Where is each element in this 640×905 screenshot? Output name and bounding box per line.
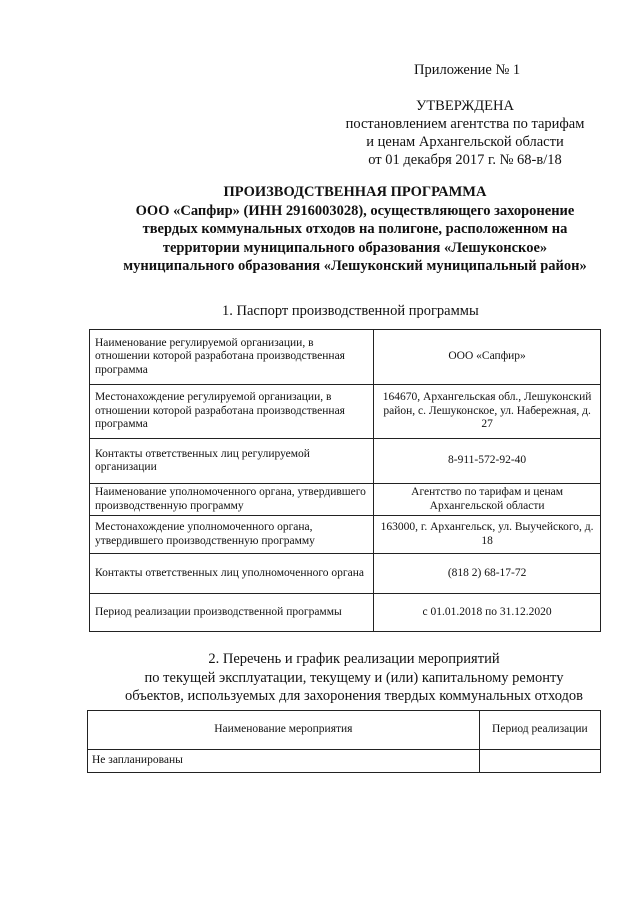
activities-table: [87, 710, 601, 773]
document-title: [90, 183, 620, 276]
section2-heading: [84, 650, 624, 706]
table-cell-label: Контакты ответственных лиц регулируемой организации: [90, 439, 374, 484]
table-cell: [479, 750, 600, 773]
table-cell-label: Местонахождение уполномоченного органа, утвердившего производственную программу: [90, 516, 374, 554]
table-row: [90, 516, 601, 554]
table-cell-value: Агентство по тарифам и ценам Архангельской области: [374, 484, 601, 516]
table-row: [90, 484, 601, 516]
section1-heading: 1. Паспорт производственной программы: [222, 303, 479, 319]
heading-line: 2. Перечень и график реализации мероприятий: [208, 651, 500, 667]
table-row: [90, 330, 601, 385]
table-cell-value: ООО «Сапфир»: [374, 330, 601, 385]
title-line: ООО «Сапфир» (ИНН 2916003028), осуществляющего захоронение: [135, 202, 575, 219]
heading-line: объектов, используемых для захоронения твердых коммунальных отходов: [124, 688, 584, 704]
approval-line: и ценам Архангельской области: [366, 134, 564, 150]
title-line: твердых коммунальных отходов на полигоне, расположенном на: [142, 221, 568, 237]
appendix-label: Приложение № 1: [414, 62, 521, 78]
heading-line: по текущей эксплуатации, текущему и (или) капитальному ремонту: [144, 669, 564, 686]
table-row: [90, 594, 601, 632]
passport-table: [89, 329, 601, 632]
approval-block: [330, 97, 600, 169]
table-cell-value: (818 2) 68-17-72: [374, 554, 601, 594]
table-header-row: [88, 711, 601, 750]
table-cell-label: Период реализации производственной программы: [90, 594, 374, 632]
table-cell-value: 8-911-572-92-40: [374, 439, 601, 484]
table-cell-label: Наименование регулируемой организации, в отношении которой разработана производственная программа: [90, 330, 374, 385]
table-row: [90, 439, 601, 484]
table-row: [88, 750, 601, 773]
table-cell: Не запланированы: [88, 750, 480, 773]
column-header: Период реализации: [479, 711, 600, 750]
column-header: Наименование мероприятия: [88, 711, 480, 750]
approval-title: УТВЕРЖДЕНА: [416, 98, 514, 114]
approval-line: постановлением агентства по тарифам: [345, 116, 585, 132]
table-cell-label: Контакты ответственных лиц уполномоченного органа: [90, 554, 374, 594]
title-line: ПРОИЗВОДСТВЕННАЯ ПРОГРАММА: [223, 184, 487, 200]
approval-line: от 01 декабря 2017 г. № 68-в/18: [368, 152, 562, 168]
table-cell-value: 164670, Архангельская обл., Лешуконский район, с. Лешуконское, ул. Набережная, д. 27: [374, 385, 601, 439]
table-cell-label: Местонахождение регулируемой организации, в отношении которой разработана производственная программа: [90, 385, 374, 439]
table-row: [90, 554, 601, 594]
title-line: муниципального образования «Лешуконский муниципальный район»: [123, 258, 587, 274]
table-cell-value: с 01.01.2018 по 31.12.2020: [374, 594, 601, 632]
table-row: [90, 385, 601, 439]
title-line: территории муниципального образования «Лешуконское»: [162, 239, 548, 256]
table-cell-value: 163000, г. Архангельск, ул. Выучейского, д. 18: [374, 516, 601, 554]
table-cell-label: Наименование уполномоченного органа, утвердившего производственную программу: [90, 484, 374, 516]
